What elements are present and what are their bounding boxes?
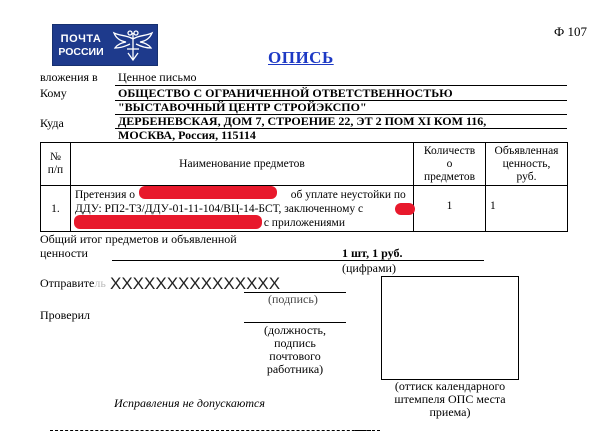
row-name-line1-end: об уплате неустойки по	[290, 188, 406, 201]
russian-post-logo	[52, 24, 158, 66]
cut-line	[50, 430, 380, 431]
table-header-row	[41, 143, 568, 186]
totals-caption: (цифрами)	[342, 261, 396, 275]
logo-line-2: РОССИИ	[58, 46, 104, 58]
checked-label: Проверил	[40, 308, 90, 322]
form-number: Ф 107	[553, 24, 587, 39]
to-line-2: "ВЫСТАВОЧНЫЙ ЦЕНТР СТРОЙЭКСПО"	[118, 100, 367, 114]
sender-label-faded: ль	[94, 276, 106, 290]
stamp-caption-line: (оттиск календарного	[394, 379, 506, 393]
header-qty-line: предметов	[423, 170, 476, 183]
where-line-2: МОСКВА, Россия, 115114	[118, 128, 256, 142]
totals-label-line-1: Общий итог предметов и объявленной	[40, 232, 237, 246]
totals-underline	[112, 260, 484, 261]
cut-line-tail	[355, 430, 371, 431]
header-num	[41, 143, 71, 186]
stamp-caption-line: приема)	[429, 405, 471, 419]
header-num-line: п/п	[47, 164, 64, 176]
redaction-bar	[395, 203, 415, 215]
checked-caption-line: работника)	[266, 362, 324, 376]
header-qty-line: Количеств	[423, 144, 476, 157]
corrections-note: Исправления не допускаются	[114, 396, 265, 410]
row-qty: 1	[414, 186, 486, 232]
header-value-line: руб.	[516, 170, 537, 183]
postmark-stamp-box	[381, 276, 519, 380]
row-name-line2: ДДУ: РП2-ТЗ/ДДУ-01-11-104/ВЦ-14-БСТ, заключенному с	[74, 202, 364, 215]
sender-label-main: Отправите	[40, 276, 95, 290]
checked-caption-line: почтового	[269, 349, 321, 363]
header-value-line: ценность,	[502, 157, 551, 170]
where-label: Куда	[40, 116, 64, 130]
enclosure-value: Ценное письмо	[118, 70, 197, 84]
eagle-emblem-icon	[110, 27, 156, 65]
header-value-line: Объявленная	[494, 144, 559, 157]
checked-caption-line: подпись	[274, 336, 316, 350]
stamp-caption-line: штемпеля ОПС места	[394, 392, 506, 406]
totals-value: 1 шт, 1 руб.	[342, 246, 403, 260]
where-line-1: ДЕРБЕНЕВСКАЯ, ДОМ 7, СТРОЕНИЕ 22, ЭТ 2 ПОМ XI КОМ 116,	[118, 114, 487, 128]
sender-label	[40, 276, 106, 291]
header-name: Наименование предметов	[70, 143, 413, 186]
enclosure-label: вложения в	[40, 70, 98, 84]
row-value: 1	[486, 186, 568, 232]
header-value	[486, 143, 568, 186]
header-qty-line: о	[446, 157, 453, 170]
header-qty	[414, 143, 486, 186]
page-title: ОПИСЬ	[268, 48, 334, 67]
sender-signature-caption: (подпись)	[268, 292, 318, 306]
row-name-line1-start: Претензия о	[74, 188, 135, 201]
checked-caption-line: (должность,	[264, 323, 326, 337]
to-label: Кому	[40, 86, 67, 100]
logo-line-1: ПОЧТА	[60, 33, 102, 45]
to-line-1: ОБЩЕСТВО С ОГРАНИЧЕННОЙ ОТВЕТСТВЕННОСТЬЮ	[118, 86, 453, 100]
totals-label-line-2: ценности	[40, 246, 88, 260]
sender-signature: XXXXXXXXXXXXXXX	[110, 274, 281, 293]
checked-caption	[244, 324, 346, 376]
row-num: 1.	[41, 186, 71, 232]
redaction-bar	[139, 186, 277, 199]
row-name-line3-end: с приложениями	[263, 216, 345, 229]
header-num-line: №	[49, 151, 61, 163]
stamp-caption	[381, 380, 519, 419]
redaction-bar	[74, 215, 262, 229]
